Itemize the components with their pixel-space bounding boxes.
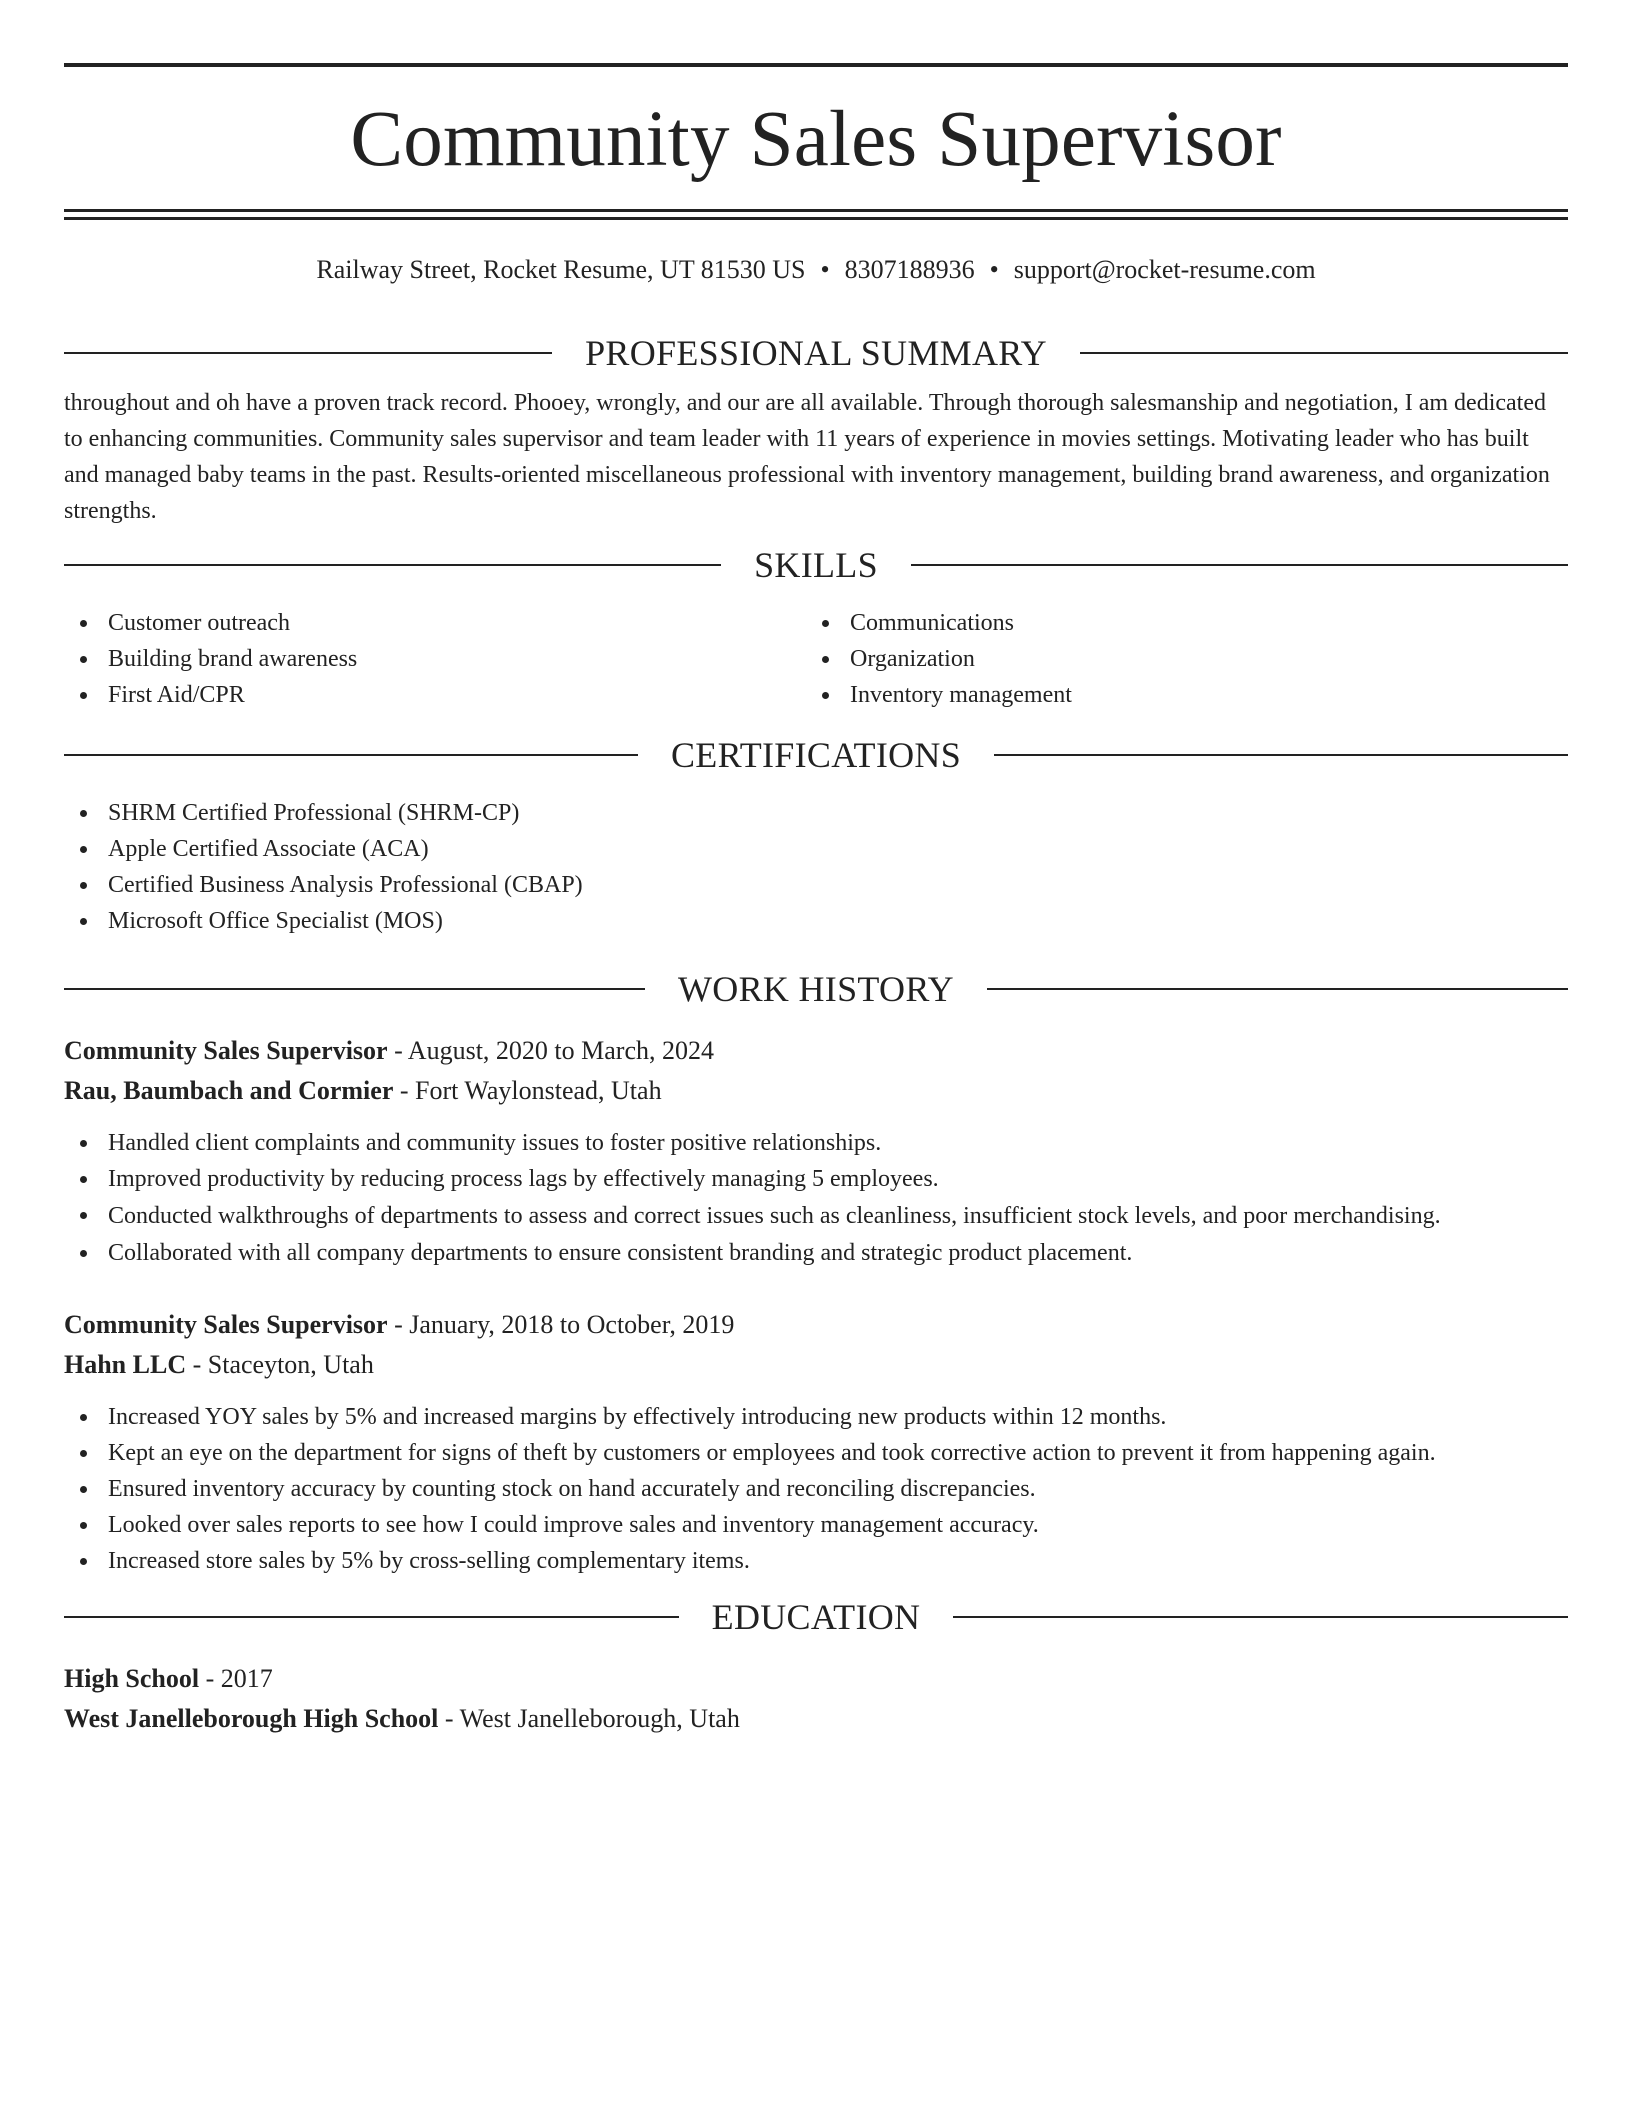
job-bullet: Collaborated with all company departments to ensure consistent branding and strategic product placement. bbox=[64, 1235, 1568, 1271]
job-bullet: Handled client complaints and community issues to foster positive relationships. bbox=[64, 1125, 1568, 1161]
job-bullet: Looked over sales reports to see how I could improve sales and inventory management accuracy. bbox=[64, 1507, 1568, 1543]
top-rule bbox=[64, 63, 1568, 67]
certification-item: Certified Business Analysis Professional (CBAP) bbox=[64, 867, 1568, 903]
section-title-certifications: CERTIFICATIONS bbox=[670, 735, 962, 775]
section-header-skills bbox=[64, 545, 1568, 585]
job-title-line bbox=[64, 1031, 1568, 1071]
job-bullet: Conducted walkthroughs of departments to assess and correct issues such as cleanliness, insufficient stock levels, and poor merchandising. bbox=[64, 1197, 1568, 1235]
contact-phone: 8307188936 bbox=[844, 255, 975, 284]
contact-address: Railway Street, Rocket Resume, UT 81530 US bbox=[316, 255, 806, 284]
education-year: - 2017 bbox=[199, 1664, 273, 1693]
skills-list-right bbox=[806, 605, 1548, 713]
job-location: - Staceyton, Utah bbox=[186, 1350, 374, 1379]
job-bullet: Increased store sales by 5% by cross-selling complementary items. bbox=[64, 1543, 1568, 1579]
job-bullets bbox=[64, 1125, 1568, 1271]
job-bullet: Kept an eye on the department for signs of theft by customers or employees and took corrective action to prevent it from happening again. bbox=[64, 1435, 1568, 1471]
education-degree: High School bbox=[64, 1664, 200, 1693]
job-dates: - January, 2018 to October, 2019 bbox=[387, 1310, 735, 1339]
contact-line bbox=[64, 254, 1568, 286]
job-bullet: Improved productivity by reducing process lags by effectively managing 5 employees. bbox=[64, 1161, 1568, 1197]
contact-separator: • bbox=[820, 255, 830, 284]
job-company-line bbox=[64, 1071, 1568, 1111]
skill-item: First Aid/CPR bbox=[64, 677, 806, 713]
job-entry bbox=[64, 1031, 1568, 1271]
education-school: West Janelleborough High School bbox=[64, 1704, 439, 1733]
section-title-education: EDUCATION bbox=[711, 1597, 921, 1637]
education-school-line bbox=[64, 1699, 1568, 1739]
skill-item: Communications bbox=[806, 605, 1548, 641]
education-degree-line bbox=[64, 1659, 1568, 1699]
contact-email: support@rocket-resume.com bbox=[1013, 255, 1316, 284]
skills-grid bbox=[64, 605, 1568, 713]
job-bullet: Ensured inventory accuracy by counting stock on hand accurately and reconciling discrepancies. bbox=[64, 1471, 1568, 1507]
section-header-education bbox=[64, 1597, 1568, 1637]
skill-item: Organization bbox=[806, 641, 1548, 677]
resume-title: Community Sales Supervisor bbox=[350, 96, 1282, 183]
contact-separator: • bbox=[989, 255, 999, 284]
job-entry bbox=[64, 1305, 1568, 1579]
education-entry bbox=[64, 1659, 1568, 1739]
skill-item: Customer outreach bbox=[64, 605, 806, 641]
job-title: Community Sales Supervisor bbox=[64, 1310, 388, 1339]
section-title-summary: PROFESSIONAL SUMMARY bbox=[585, 333, 1047, 373]
certification-item: Microsoft Office Specialist (MOS) bbox=[64, 903, 1568, 939]
section-title-work: WORK HISTORY bbox=[678, 969, 954, 1009]
job-bullets bbox=[64, 1399, 1568, 1579]
skill-item: Building brand awareness bbox=[64, 641, 806, 677]
section-header-work bbox=[64, 969, 1568, 1009]
job-title: Community Sales Supervisor bbox=[64, 1036, 388, 1065]
job-dates: - August, 2020 to March, 2024 bbox=[387, 1036, 714, 1065]
summary-text: throughout and oh have a proven track record. Phooey, wrongly, and our are all available. Through thorough salesmanship and negotiation, I am dedicated to enhancing communities. Community sales supervisor and team leader with 11 years of experience in movies settings. Motivating leader who has built and managed baby teams in the past. Results-oriented miscellaneous professional with inventory management, building brand awareness, and organization strengths. bbox=[64, 390, 1550, 524]
job-bullet: Increased YOY sales by 5% and increased margins by effectively introducing new products within 12 months. bbox=[64, 1399, 1568, 1435]
section-title-skills: SKILLS bbox=[754, 545, 878, 585]
skill-item: Inventory management bbox=[806, 677, 1548, 713]
job-title-line bbox=[64, 1305, 1568, 1345]
skills-list-left bbox=[64, 605, 806, 713]
certification-item: SHRM Certified Professional (SHRM-CP) bbox=[64, 795, 1568, 831]
title-double-rule bbox=[64, 209, 1568, 220]
section-header-certifications bbox=[64, 735, 1568, 775]
education-location: - West Janelleborough, Utah bbox=[438, 1704, 740, 1733]
certifications-list bbox=[64, 795, 1568, 939]
section-header-summary bbox=[64, 333, 1568, 373]
job-company: Rau, Baumbach and Cormier bbox=[64, 1076, 394, 1105]
job-location: - Fort Waylonstead, Utah bbox=[393, 1076, 662, 1105]
job-company-line bbox=[64, 1345, 1568, 1385]
certification-item: Apple Certified Associate (ACA) bbox=[64, 831, 1568, 867]
job-company: Hahn LLC bbox=[64, 1350, 187, 1379]
